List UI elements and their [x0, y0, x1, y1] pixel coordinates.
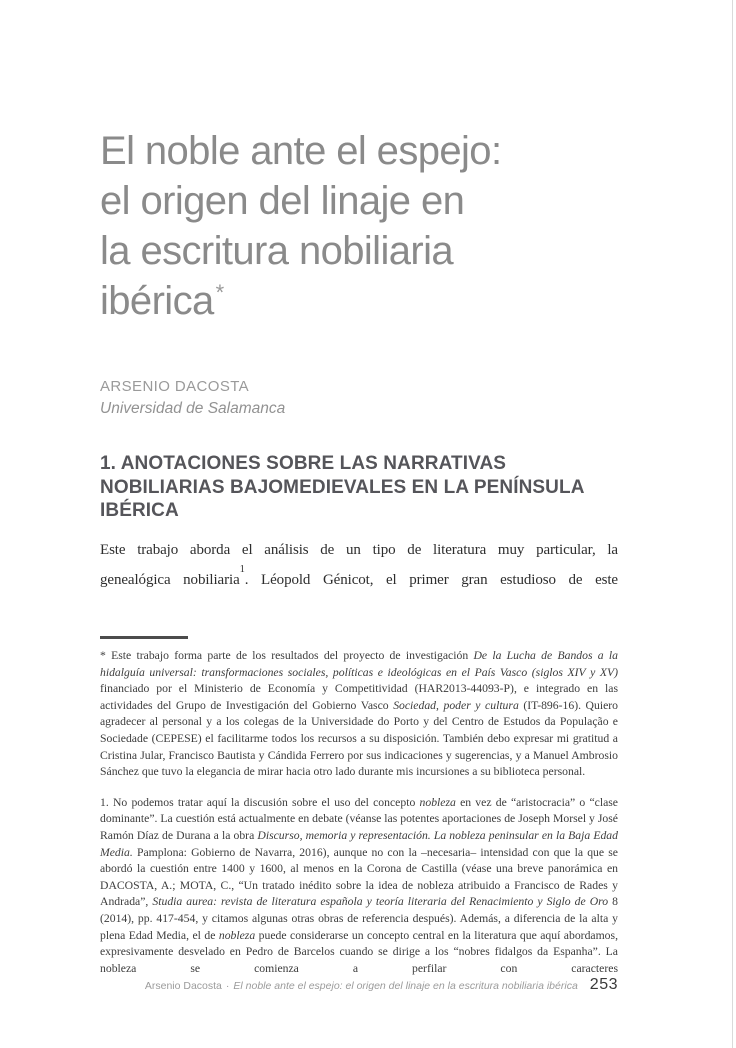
article-title: [100, 126, 618, 332]
footnote-text: * Este trabajo forma parte de los resultados del proyecto de investigación: [100, 649, 474, 662]
footnote-text: 8 (2014), pp. 417-454, y citamos algunas otras obras de referencia después). Además, a diferencia de la alta y plena Edad Media, el de: [100, 895, 618, 942]
article-title-line: El noble ante el espejo:: [100, 129, 502, 173]
footnote-reference-marker: 1: [239, 564, 245, 575]
title-footnote-marker: *: [215, 280, 224, 305]
section-heading-line: NOBILIARIAS BAJOMEDIEVALES EN LA PENÍNSULA: [100, 476, 585, 498]
article-title-line: [100, 276, 618, 332]
body-line: [100, 563, 618, 593]
footnote-separator-rule: [100, 636, 188, 639]
article-title-line: el origen del linaje en: [100, 179, 465, 223]
footnote-text-italic: Discurso, memoria y representación. La nobleza peninsular en la Baja Edad Media.: [100, 828, 618, 859]
footer-running-title: El noble ante el espejo: el origen del linaje en la escritura nobiliaria ibérica: [233, 980, 578, 992]
section-heading: [100, 452, 618, 523]
author-affiliation: Universidad de Salamanca: [100, 400, 286, 417]
footnote-text: financiado por el Ministerio de Economía y Competitividad (HAR2013-44093-P), e integrado en las actividades del Grupo de Investigación del Gobierno Vasco: [100, 682, 618, 712]
footnote-text: puede considerarse un concepto central en la literatura que aquí abordamos, expresivamente desvelado en Pedro de Barcelos cuando se dirige a los “nobres fidalgos da Espanha”. La nobleza se comienza a perfilar con caracteres: [100, 928, 619, 975]
footnote-text: en vez de “aristocracia” o “clase dominante”. La cuestión está actualmente en debate (véanse las potentes aportaciones de Joseph Morsel y José Ramón Díaz de Durana a la obra: [100, 795, 618, 842]
body-text: genealógica nobiliaria: [100, 572, 240, 588]
footnote-star: [100, 648, 618, 781]
footnote-text-italic: De la Lucha de Bandos a la hidalguía universal: transformaciones sociales, políticas e ideológicas en el País Vasco (siglos XIV y XV): [100, 649, 618, 679]
body-line: Este trabajo aborda el análisis de un tipo de literatura muy particular, la: [100, 542, 618, 558]
footer-author: Arsenio Dacosta: [144, 980, 222, 992]
footnote-one: [100, 795, 618, 978]
section-heading-line: IBÉRICA: [100, 500, 179, 521]
body-paragraph: [100, 537, 618, 593]
page-number: 253: [589, 976, 618, 993]
article-title-line: la escritura nobiliaria: [100, 229, 454, 273]
footnote-text-italic: Studia aurea: revista de literatura española y teoría literaria del Renacimiento y Siglo de Oro: [152, 895, 609, 909]
footnote-text: 1. No podemos tratar aquí la discusión sobre el uso del concepto: [100, 795, 420, 809]
author-name: ARSENIO DACOSTA: [100, 378, 250, 395]
footnotes-section: [100, 648, 618, 977]
footnote-text: Pamplona: Gobierno de Navarra, 2016), aunque no con la –necesaria– intensidad con que la que se abordó la cuestión entre 1400 y 1600, al menos en la Corona de Castilla (véase una breve panorámica en DACOSTA, A.; MOTA, C., “Un tratado inédito sobre la idea de nobleza atribuido a Francisco de Rades y Andrada”,: [100, 845, 618, 909]
footnote-text: (IT-896-16). Quiero agradecer al personal y a los colegas de la Universidade do Porto y del Centro de Estudos da População e Sociedade (CEPESE) el facilitarme todos los recursos a su disposición. También debo expresar mi gratitud a Cristina Jular, Francisco Bautista y Cándida Ferrero por sus indicaciones y sugerencias, y a Manuel Ambrosio Sánchez que tuvo la elegancia de mirar hacia otro lado durante mis incursiones a su biblioteca personal.: [100, 698, 619, 779]
body-text: . Léopold Génicot, el primer gran estudioso de este: [244, 572, 618, 588]
footnote-text-italic: nobleza: [419, 795, 456, 809]
footnote-text-italic: nobleza: [218, 928, 256, 942]
running-footer: [100, 976, 618, 994]
page-edge-line: [732, 0, 734, 1048]
footnote-text-italic: Sociedad, poder y cultura: [393, 698, 519, 712]
footer-separator: ·: [225, 980, 230, 992]
section-heading-line: 1. ANOTACIONES SOBRE LAS NARRATIVAS: [100, 453, 507, 474]
article-title-line-text: ibérica: [100, 279, 214, 323]
